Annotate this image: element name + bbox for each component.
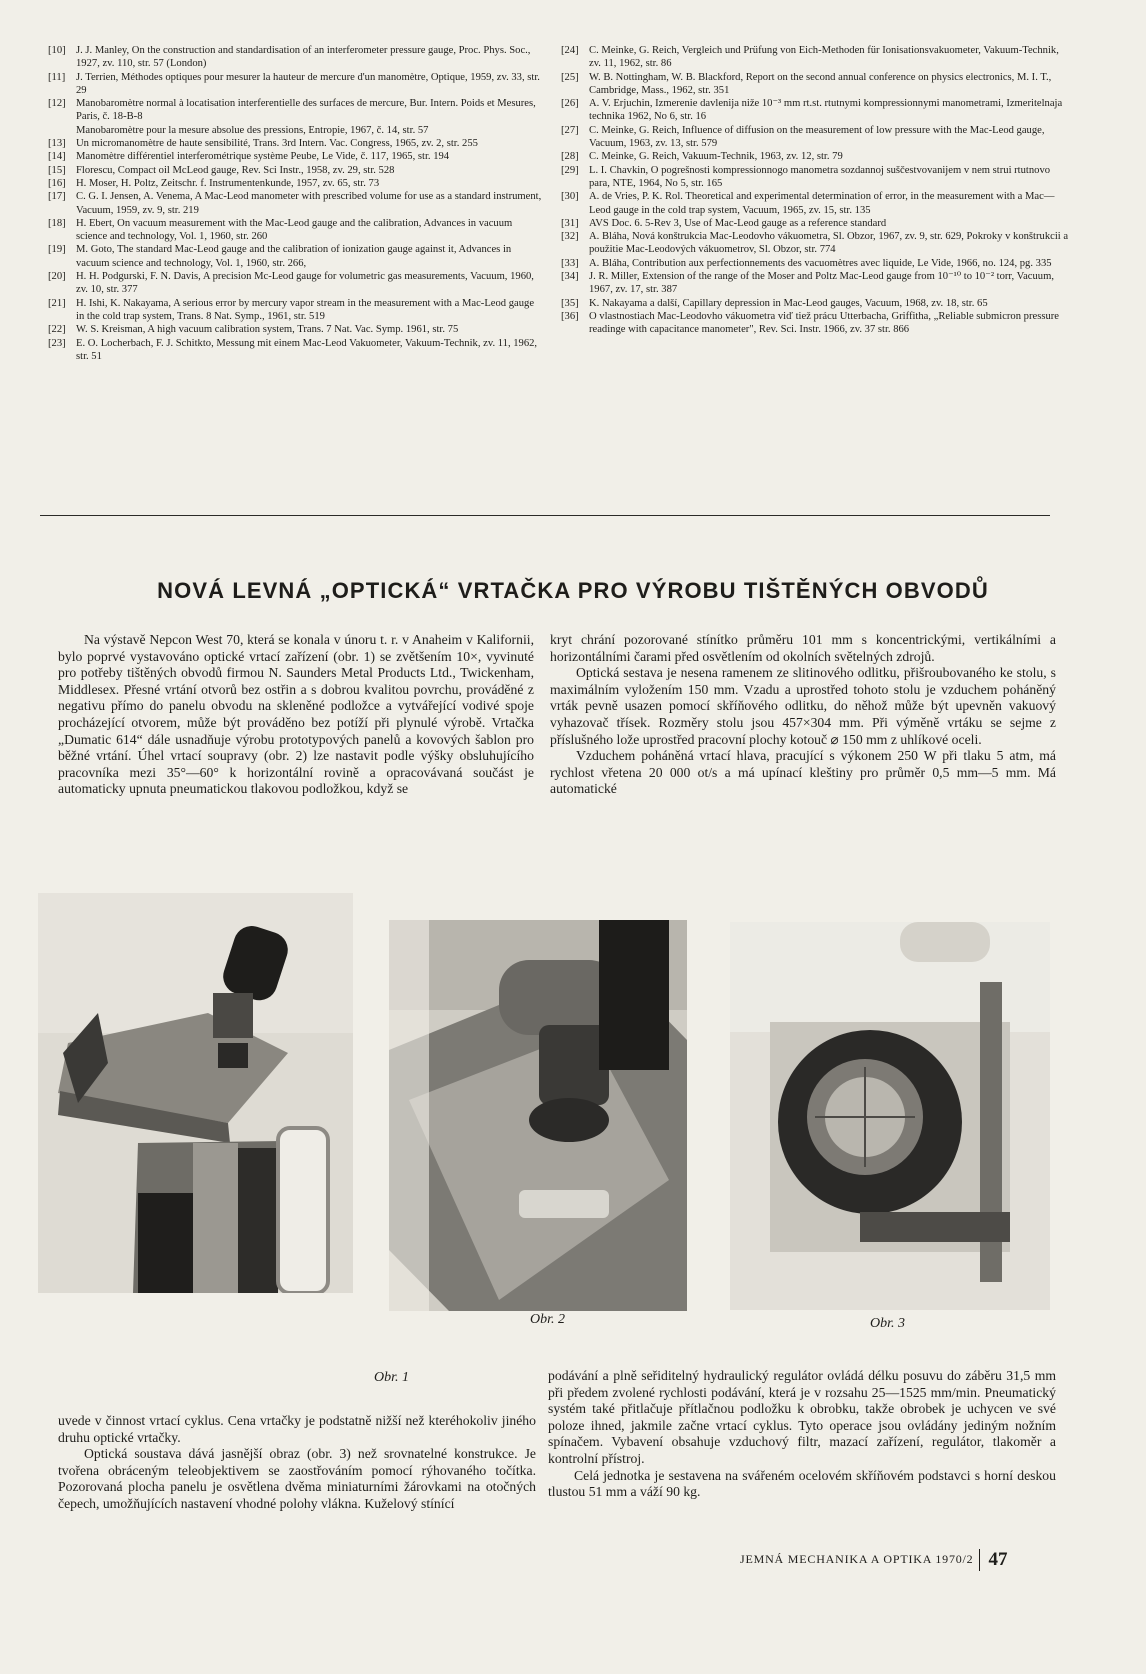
- reference-text: L. I. Chavkin, O pogrešnosti kompressionnogo manometra sozdannoj suščestvovanijem v nem strui rtutnovo para, NTE, 1964, No 5, str. 165: [589, 164, 1051, 189]
- paragraph: podávání a plně seřiditelný hydraulický regulátor ovládá délku posuvu do záběru 31,5 mm při předem zvolené rychlosti podávání, která je v rozsahu 25—1525 mm/min. Pneumatický systém také přitlačuje přítlačnou podložku k obrobku, takže obrobek je uchycen ve své poloze ihned, jakmile začne vrtací cyklus. Tyto operace jsou ovládány jediným nožním spínačem. Vybavení obsahuje vzduchový filtr, mazací zařízení, regulátor, tlakoměr a kontrolní přístroj.: [548, 1368, 1056, 1466]
- reference-number: [12]: [48, 98, 66, 110]
- reference-item: [48, 71, 544, 98]
- reference-number: [32]: [561, 231, 579, 243]
- paragraph: Celá jednotka je sestavena na svářeném ocelovém skříňovém podstavci s horní deskou tlustou 51 mm a váží 90 kg.: [548, 1467, 1056, 1500]
- reference-item: [48, 137, 544, 150]
- reference-number: [18]: [48, 217, 66, 229]
- figure-2-photo: [389, 920, 687, 1311]
- reference-text: C. G. I. Jensen, A. Venema, A Mac-Leod manometer with prescribed volume for use as a standard instrument, Vacuum, 1959, zv. 9, str. 219: [76, 191, 542, 216]
- reference-number: [10]: [48, 45, 66, 56]
- reference-number: [15]: [48, 164, 66, 176]
- reference-item: [48, 44, 544, 71]
- reference-number: [30]: [561, 191, 579, 203]
- figure-1-caption: Obr. 1: [374, 1370, 410, 1385]
- figure-3-photo: [730, 922, 1050, 1310]
- reference-text: C. Meinke, G. Reich, Vakuum-Technik, 1963, zv. 12, str. 79: [589, 151, 843, 163]
- reference-number: [35]: [561, 297, 579, 309]
- page-footer: [740, 1549, 1007, 1571]
- reference-number: [21]: [48, 297, 66, 309]
- reference-number: [36]: [561, 310, 579, 322]
- reference-text: Florescu, Compact oil McLeod gauge, Rev. Sci Instr., 1958, zv. 29, str. 528: [76, 164, 395, 176]
- reference-text: Manomètre différentiel interferométrique système Peube, Le Vide, č. 117, 1965, str. 194: [76, 151, 450, 163]
- reference-item: [48, 243, 544, 270]
- reference-text: W. B. Nottingham, W. B. Blackford, Report on the second annual conference on physics electronics, M. I. T., Cambridge, Mass., 1962, str. 351: [589, 71, 1052, 96]
- reference-item: [561, 257, 1071, 270]
- reference-number: [13]: [48, 138, 66, 150]
- section-divider: [40, 515, 1050, 516]
- reference-text: A. de Vries, P. K. Rol. Theoretical and experimental determination of error, in the measurement with a Mac—Leod gauge in the cold trap system, Vacuum, 1965, zv. 15, str. 135: [589, 191, 1055, 216]
- reference-number: [24]: [561, 45, 579, 56]
- reference-text: J. J. Manley, On the construction and standardisation of an interferometer pressure gauge, Proc. Phys. Soc., 1927, zv. 110, str. 57 (London): [76, 45, 531, 70]
- figure-3-caption: Obr. 3: [870, 1316, 906, 1331]
- reference-text: A. Bláha, Nová konštrukcia Mac-Leodovho vákuometra, Sl. Obzor, 1967, zv. 9, str. 629, Pokroky v konštrukcii a použitie Mac-Leodových vákuometrov, Sl. Obzor, str. 774: [589, 231, 1069, 256]
- reference-number: [23]: [48, 337, 66, 349]
- reference-item: [48, 217, 544, 244]
- reference-number: [20]: [48, 271, 66, 283]
- reference-number: [11]: [48, 71, 66, 83]
- reference-text: K. Nakayama a další, Capillary depression in Mac-Leod gauges, Vacuum, 1968, zv. 18, str. 65: [589, 297, 988, 309]
- reference-item: [48, 177, 544, 190]
- reference-item: [48, 97, 544, 124]
- reference-item: [561, 44, 1071, 71]
- reference-text: J. Terrien, Méthodes optiques pour mesurer la hauteur de mercure d'un manomètre, Optique, 1959, zv. 33, str. 29: [76, 71, 540, 96]
- journal-name: JEMNÁ MECHANIKA A OPTIKA 1970/2: [740, 1551, 974, 1566]
- reference-text: Manobaromètre normal à locatisation interferentielle des surfaces de mercure, Bur. Intern. Poids et Mesures, Paris, č. 18-B-8: [76, 98, 536, 123]
- reference-text: AVS Doc. 6. 5-Rev 3, Use of Mac-Leod gauge as a reference standard: [589, 217, 887, 229]
- reference-text: E. O. Locherbach, F. J. Schitkto, Messung mit einem Mac-Leod Vakuometer, Vakuum-Technik, zv. 11, 1962, str. 51: [76, 337, 538, 362]
- reference-text: H. H. Podgurski, F. N. Davis, A precision Mc-Leod gauge for volumetric gas measurements, Vacuum, 1960, zv. 10, str. 377: [76, 271, 534, 296]
- footer-separator: [979, 1549, 980, 1571]
- reference-number: [29]: [561, 164, 579, 176]
- reference-text: M. Goto, The standard Mac-Leod gauge and the calibration of ionization gauge against it, Advances in vacuum science and technology, Vol. 1, 1960, str. 266,: [76, 244, 512, 269]
- paragraph: Optická sestava je nesena ramenem ze slitinového odlitku, přišroubovaného ke stolu, s maximálním vyložením 150 mm. Vzadu a uprostřed tohoto stolu je vzduchem poháněný vrták pevně usazen pomocí skříňového odlitku, do něhož může být upevněn vakuový vyhazovač třísek. Rozměry stolu jsou 457×304 mm. Při výměně vrtáku se sejme z příslušného lože uprostřed pracovní plochy kotouč ⌀ 150 mm z uhlíkové oceli.: [550, 665, 1056, 747]
- reference-text: Un micromanomètre de haute sensibilité, Trans. 3rd Intern. Vac. Congress, 1965, zv. 2, str. 255: [76, 138, 478, 150]
- reference-item: [48, 323, 544, 336]
- references-left: [48, 44, 544, 363]
- reference-number: [16]: [48, 177, 66, 189]
- reference-item: [561, 270, 1071, 297]
- reference-number: [31]: [561, 217, 579, 229]
- references-right: [561, 44, 1071, 337]
- reference-item: [48, 164, 544, 177]
- reference-text: H. Ebert, On vacuum measurement with the Mac-Leod gauge and the calibration, Advances in vacuum science and technology, Vol. 1, 1960, str. 260: [76, 217, 513, 243]
- reference-item: [561, 217, 1071, 230]
- figure-2-caption: Obr. 2: [530, 1312, 566, 1327]
- reference-text: W. S. Kreisman, A high vacuum calibration system, Trans. 7 Nat. Vac. Symp. 1961, str. 75: [76, 324, 459, 336]
- paragraph: uvede v činnost vrtací cyklus. Cena vrtačky je podstatně nižší než kteréhokoliv jiného druhu optické vrtačky.: [58, 1413, 536, 1445]
- reference-text: H. Moser, H. Poltz, Zeitschr. f. Instrumentenkunde, 1957, zv. 65, str. 73: [76, 177, 380, 189]
- reference-item: [561, 297, 1071, 310]
- article-column-3: [58, 1413, 536, 1513]
- reference-number: [34]: [561, 271, 579, 283]
- article-title: NOVÁ LEVNÁ „OPTICKÁ“ VRTAČKA PRO VÝROBU TIŠTĚNÝCH OBVODŮ: [157, 578, 989, 603]
- reference-number: [25]: [561, 71, 579, 83]
- reference-number: [26]: [561, 98, 579, 110]
- reference-item: [561, 71, 1071, 98]
- reference-item: [561, 150, 1071, 163]
- paragraph: kryt chrání pozorované stínítko průměru 101 mm s koncentrickými, vertikálními a horizontálními čarami před osvětlením od okolních světelných zdrojů.: [550, 632, 1056, 664]
- paragraph: Vzduchem poháněná vrtací hlava, pracující s výkonem 250 W při tlaku 5 atm, má rychlost vřetena 20 000 ot/s a má upínací kleštiny pro průměr 0,5 mm—5 mm. Má automatické: [550, 748, 1056, 797]
- reference-item: [48, 337, 544, 364]
- reference-text: A. Bláha, Contribution aux perfectionnements des vacuomètres avec liquide, Le Vide, 1966, no. 124, pg. 335: [589, 257, 1052, 269]
- paragraph: Optická soustava dává jasnější obraz (obr. 3) než srovnatelné konstrukce. Je tvořena obráceným teleobjektivem se zaostřováním pomocí rýhovaného točítka. Pozorovaná plocha panelu je osvětlena dvěma miniaturními žárovkami na otočných čepech, umožňujících nastavení vhodné polohy vlákna. Kuželový stínící: [58, 1446, 536, 1511]
- reference-text: A. V. Erjuchin, Izmerenie davlenija niže 10⁻³ mm rt.st. rtutnymi kompressionnymi manometrami, Izmeritelnaja technika 1962, No 6, str. 16: [589, 98, 1063, 123]
- reference-number: [17]: [48, 191, 66, 203]
- reference-text: J. R. Miller, Extension of the range of the Moser and Poltz Mac-Leod gauge from 10⁻¹⁰ to 10⁻² torr, Vacuum, 1967, zv. 17, str. 387: [589, 271, 1054, 296]
- reference-item: [561, 230, 1071, 257]
- reference-number: [28]: [561, 151, 579, 163]
- reference-number: [22]: [48, 324, 66, 336]
- reference-item: [48, 297, 544, 324]
- reference-text: O vlastnostiach Mac-Leodovho vákuometra viď tiež prácu Utterbacha, Griffitha, „Reliable submicron pressure readinge with capacitance manometer", Rev. Sci. Instr. 1966, zv. 37 str. 866: [589, 310, 1059, 336]
- reference-number: [19]: [48, 244, 66, 256]
- page-number: 47: [988, 1549, 1008, 1570]
- reference-text: C. Meinke, G. Reich, Influence of diffusion on the measurement of low pressure with the Mac-Leod gauge, Vacuum, 1963, zv. 13, str. 579: [589, 124, 1045, 150]
- reference-item: [561, 164, 1071, 191]
- reference-item: [48, 124, 544, 137]
- figure-1-photo: [38, 893, 353, 1293]
- reference-item: [561, 190, 1071, 217]
- reference-item: [561, 310, 1071, 337]
- article-column-2: [550, 632, 1056, 798]
- reference-number: [33]: [561, 257, 579, 269]
- reference-text: Manobaromètre pour la mesure absolue des pressions, Entropie, 1967, č. 14, str. 57: [76, 124, 429, 136]
- reference-item: [48, 270, 544, 297]
- article-column-1: [58, 632, 534, 798]
- reference-number: [48, 124, 76, 137]
- reference-number: [27]: [561, 124, 579, 136]
- reference-text: C. Meinke, G. Reich, Vergleich und Prüfung von Eich-Methoden für Ionisationsvakuometer, Vakuum-Technik, zv. 11, 1962, str. 86: [589, 45, 1059, 70]
- paragraph: Na výstavě Nepcon West 70, která se konala v únoru t. r. v Anaheim v Kalifornii, bylo poprvé vystavováno optické vrtací zařízení (obr. 1) se zvětšením 10×, vyvinuté pro potřeby tištěných obvodů firmou N. Saunders Metal Products Ltd., Twickenham, Middlesex. Přesné vrtání otvorů bez ostřin a s dobrou kvalitou povrchu, prováděné z negativu přímo do panelu obvodu na skleněné podložce a vytvářející vodivé spoje procházející otvorem, může být prováděno bez potíží při plynulé výrobě. Vrtačka „Dumatic 614“ dále usnadňuje výrobu prototypových panelů a kovových šablon pro běžné vrtání. Úhel vrtací soupravy (obr. 2) lze nastavit podle výšky obsluhujícího pracovníka mezi 35°—60° k horizontální rovině a opracovávaná součást je automaticky upnuta pneumatickou tlakovou podložkou, když se: [58, 632, 534, 797]
- article-column-4: [548, 1368, 1056, 1501]
- reference-item: [48, 150, 544, 163]
- reference-number: [14]: [48, 151, 66, 163]
- reference-item: [48, 190, 544, 217]
- reference-text: H. Ishi, K. Nakayama, A serious error by mercury vapor stream in the measurement with a Mac-Leod gauge in the cold trap system, Trans. 8 Nat. Symp., 1961, str. 519: [76, 297, 535, 322]
- reference-item: [561, 124, 1071, 151]
- reference-item: [561, 97, 1071, 124]
